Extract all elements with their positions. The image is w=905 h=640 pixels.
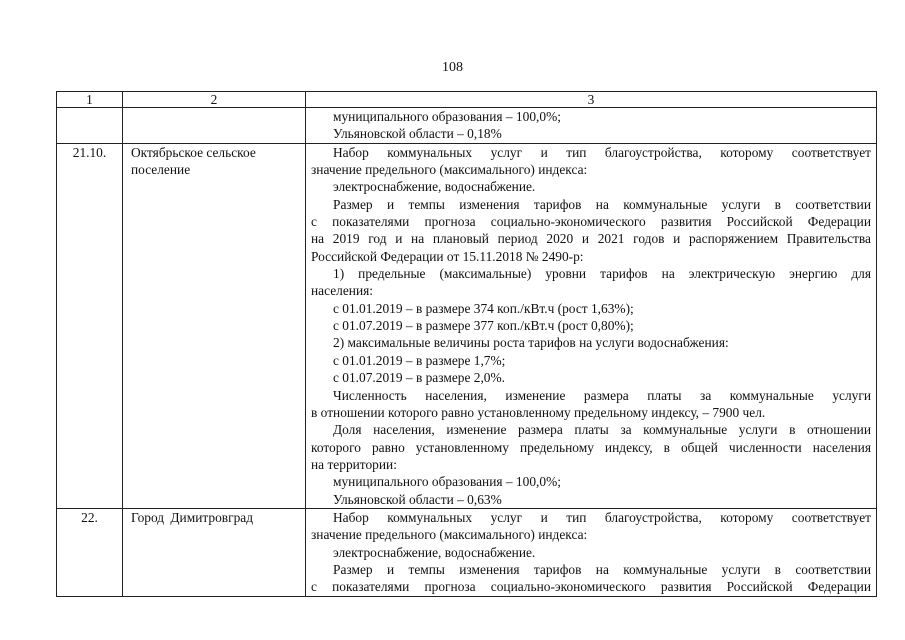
name-line: поселение [131, 162, 191, 178]
content-line: с 01.07.2019 – в размере 377 коп./кВт.ч (рост 0,80%); [333, 318, 634, 334]
content-line: значение предельного (максимального) индекса: [311, 527, 588, 543]
municipality-name [123, 143, 306, 508]
row-number [57, 108, 123, 144]
row-content [306, 508, 877, 596]
row-content [306, 108, 877, 144]
content-line: Набор коммунальных услуг и тип благоустройства, которому соответствует [333, 509, 871, 525]
header-col-1: 1 [57, 92, 123, 108]
content-line: Ульяновской области – 0,18% [333, 126, 502, 142]
row-content [306, 143, 877, 508]
content-line: электроснабжение, водоснабжение. [333, 544, 536, 560]
name-line: Город Димитровград [131, 509, 254, 525]
content-line: электроснабжение, водоснабжение. [333, 179, 536, 195]
content-line: значение предельного (максимального) индекса: [311, 162, 588, 178]
content-line: с показателями прогноза социально-экономического развития Российской Федерации [311, 214, 871, 230]
content-line: с 01.01.2019 – в размере 374 коп./кВт.ч (рост 1,63%); [333, 300, 634, 316]
table-header-row [57, 92, 877, 108]
name-line: Октябрьское сельское [131, 144, 256, 160]
content-line: Российской Федерации от 15.11.2018 № 2490-р: [311, 248, 584, 264]
content-line: Доля населения, изменение размера платы за коммунальные услуги в отношении [333, 422, 871, 438]
table-row [57, 143, 877, 508]
row-number: 21.10. [57, 143, 123, 508]
content-line: Ульяновской области – 0,63% [333, 491, 502, 507]
content-line: Численность населения, изменение размера платы за коммунальные услуги [333, 387, 871, 403]
content-line: с 01.07.2019 – в размере 2,0%. [333, 370, 505, 386]
tariff-table [56, 91, 877, 597]
content-line: Набор коммунальных услуг и тип благоустройства, которому соответствует [333, 144, 871, 160]
header-col-3: 3 [306, 92, 877, 108]
content-line: муниципального образования – 100,0%; [333, 474, 561, 490]
table-row [57, 108, 877, 144]
content-line: на территории: [311, 456, 397, 472]
municipality-name [123, 508, 306, 596]
content-line: с 01.01.2019 – в размере 1,7%; [333, 352, 506, 368]
page-number: 108 [442, 60, 463, 75]
content-line: Размер и темпы изменения тарифов на коммунальные услуги в соответствии [333, 561, 871, 577]
content-line: с показателями прогноза социально-экономического развития Российской Федерации [311, 579, 871, 595]
content-line: на 2019 год и на плановый период 2020 и 2021 годов и распоряжением Правительства [311, 231, 871, 247]
content-line: 1) предельные (максимальные) уровни тарифов на электрическую энергию для [333, 266, 871, 282]
row-number: 22. [57, 508, 123, 596]
content-line: населения: [311, 283, 373, 299]
content-line: в отношении которого равно установленному предельному индексу, – 7900 чел. [311, 404, 766, 420]
content-line: 2) максимальные величины роста тарифов на услуги водоснабжения: [333, 335, 729, 351]
content-line: Размер и темпы изменения тарифов на коммунальные услуги в соответствии [333, 196, 871, 212]
header-col-2: 2 [123, 92, 306, 108]
content-line: муниципального образования – 100,0%; [333, 109, 561, 124]
municipality-name [123, 108, 306, 144]
table-row [57, 508, 877, 596]
content-line: которого равно установленному предельному индексу, в общей численности населения [311, 439, 871, 455]
